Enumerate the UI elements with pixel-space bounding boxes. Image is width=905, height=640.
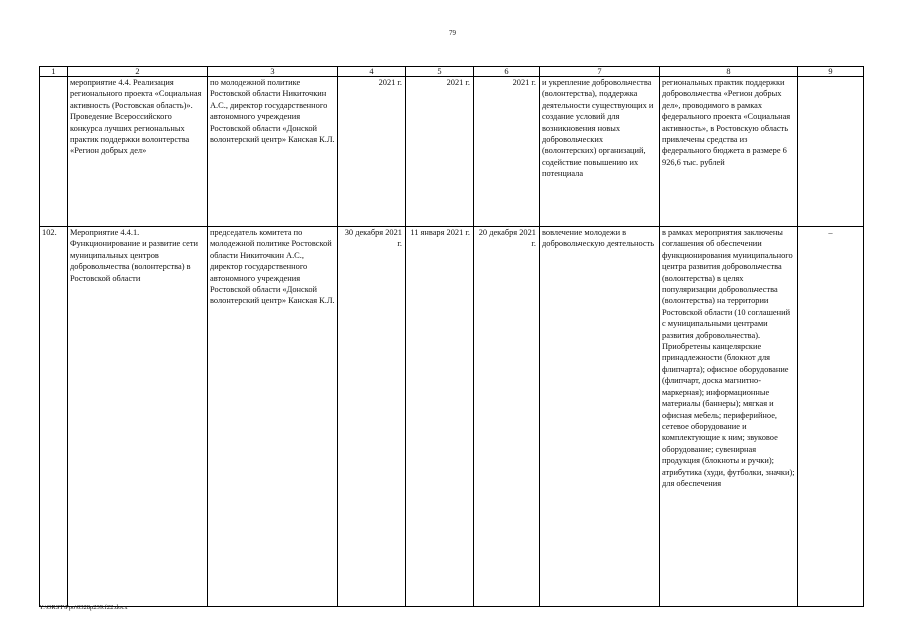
table-row xyxy=(40,227,864,607)
col-header: 9 xyxy=(798,67,864,77)
col-header: 4 xyxy=(338,67,406,77)
actual-result: в рамках мероприятия заключены соглашения об обеспечении функционирования муниципального центра развития добровольчества (волонтерства) в целях популяризации добровольчества (волонтерства) на территории Ростовской области (10 соглашений с муниципальными центрами развития добровольчества). Приобретены канцелярские принадлежности (блокнот для флипчарта); офисное оборудование (флипчарт, доска магнитно-маркерная); информационные материалы (баннеры); мягкая и офисная мебель; периферийное, сетевое оборудование и комплектующие к ним; звуковое оборудование; сувенирная продукция (блокноты и ручки); атрибутика (худи, футболки, значки); для обеспечения xyxy=(660,227,798,607)
actual-start: 11 января 2021 г. xyxy=(406,227,474,607)
table-row xyxy=(40,77,864,227)
planned-date: 2021 г. xyxy=(338,77,406,227)
col-header: 7 xyxy=(540,67,660,77)
col-header: 2 xyxy=(68,67,208,77)
responsible: председатель комитета по молодежной политике Ростовской области Никиточкин А.С., директор государственного автономного учреждения Ростовской области «Донской волонтерский центр» Канская К.Л. xyxy=(208,227,338,607)
col-header: 6 xyxy=(474,67,540,77)
event-name: мероприятие 4.4. Реализация регионального проекта «Социальная активность (Ростовская область)». Проведение Всероссийского конкурса лучших региональных практик поддержки волонтерства «Регион добрых дел» xyxy=(68,77,208,227)
col-header: 3 xyxy=(208,67,338,77)
page-number: 79 xyxy=(449,29,456,37)
actual-end: 2021 г. xyxy=(474,77,540,227)
expected-result: и укрепление добровольчества (волонтерства), поддержка деятельности существующих и создание условий для возникновения новых добровольческих (волонтерских) организаций, содействие повышению их потенциала xyxy=(540,77,660,227)
col-header: 1 xyxy=(40,67,68,77)
planned-date: 30 декабря 2021 г. xyxy=(338,227,406,607)
notes xyxy=(798,77,864,227)
actual-end: 20 декабря 2021 г. xyxy=(474,227,540,607)
actual-result: региональных практик поддержки добровольчества «Регион добрых дел», проводимого в рамках федерального проекта «Социальная активность», в Ростовскую область привлечены средства из федерального бюджета в размере 6 926,6 тыс. рублей xyxy=(660,77,798,227)
col-header: 5 xyxy=(406,67,474,77)
expected-result: вовлечение молодежи в добровольческую деятельность xyxy=(540,227,660,607)
event-name: Мероприятие 4.4.1. Функционирование и развитие сети муниципальных центров добровольчества (волонтерства) в Ростовской области xyxy=(68,227,208,607)
responsible: по молодежной политике Ростовской области Никиточкин А.С., директор государственного автономного учреждения Ростовской области «Донской волонтерский центр» Канская К.Л. xyxy=(208,77,338,227)
row-number: 102. xyxy=(40,227,68,607)
col-header: 8 xyxy=(660,67,798,77)
row-number xyxy=(40,77,68,227)
file-path-footer: Y:\ORST\Ppo\0328p239.f22.docx xyxy=(39,604,128,611)
header-row xyxy=(40,67,864,77)
notes: – xyxy=(798,227,864,607)
actual-start: 2021 г. xyxy=(406,77,474,227)
report-table xyxy=(39,66,864,607)
